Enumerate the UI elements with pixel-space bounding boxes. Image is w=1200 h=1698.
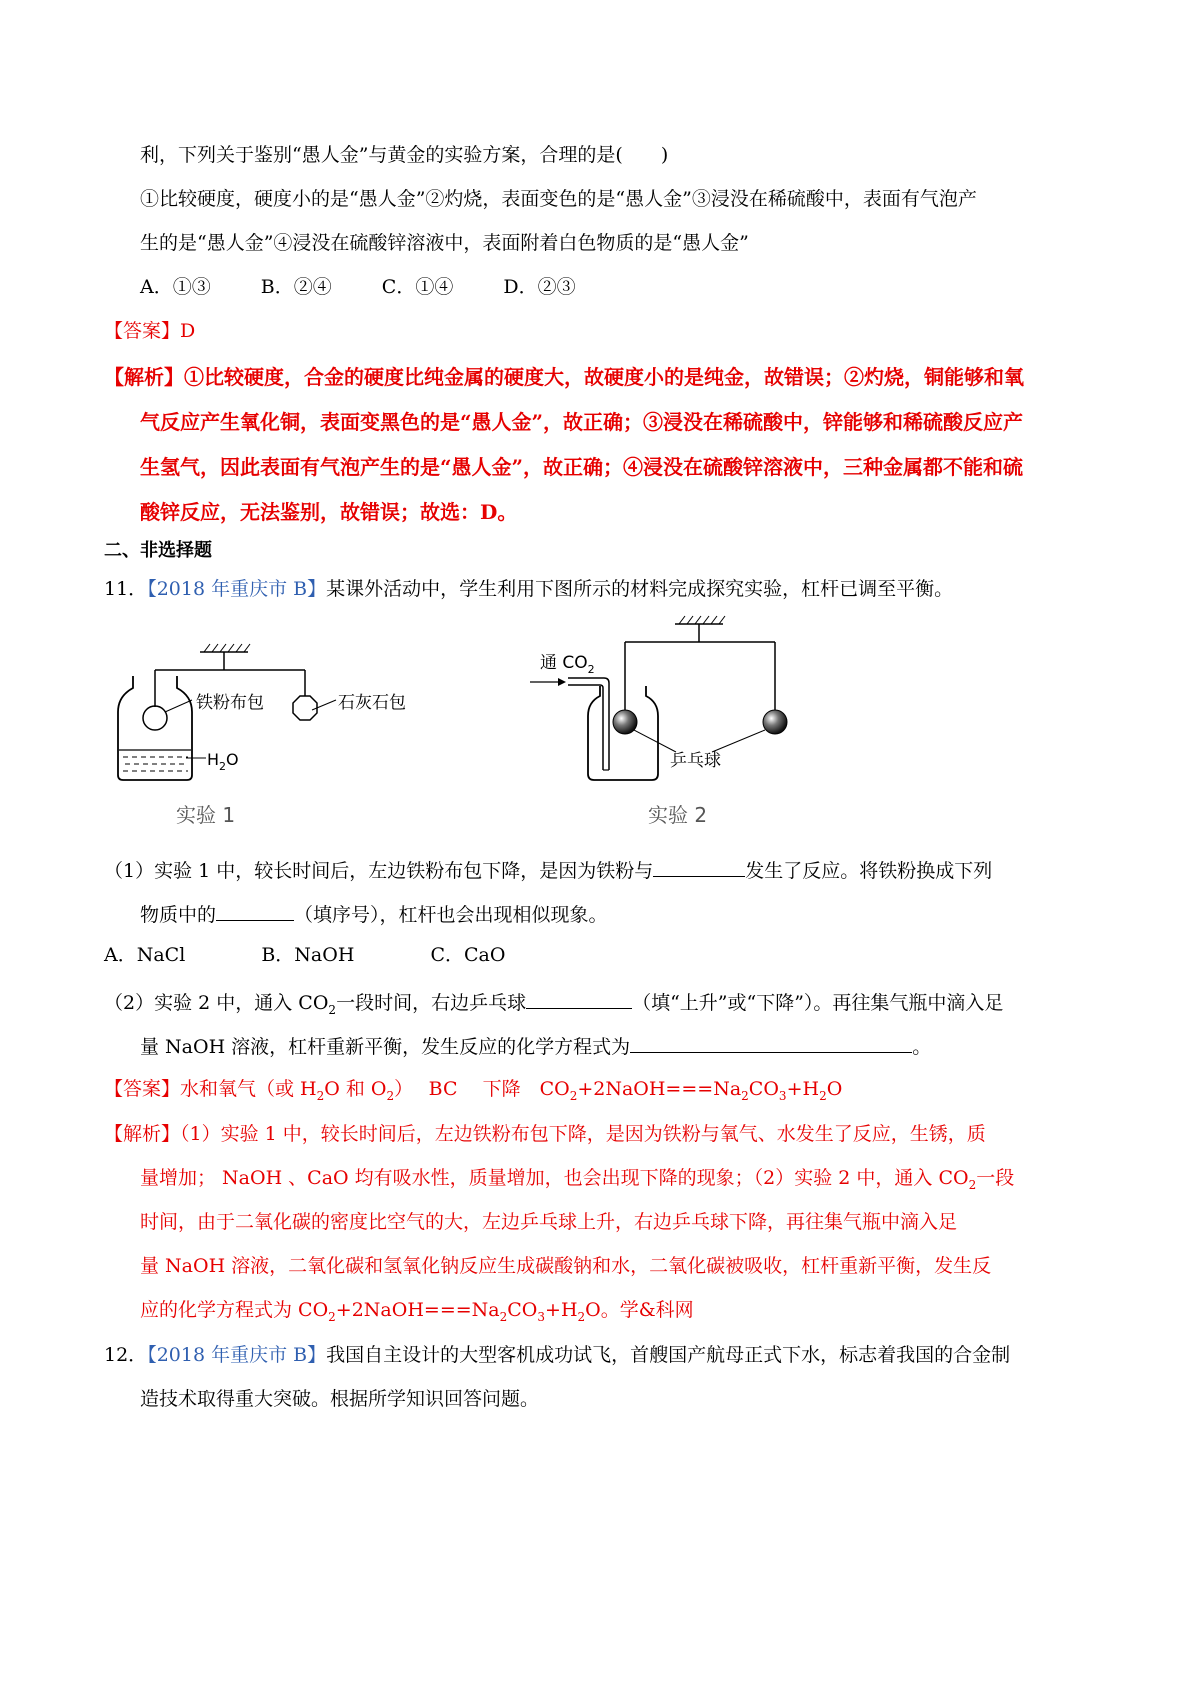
experiment-1-caption: 实验 1 — [176, 803, 236, 827]
q11-part2-line-2 — [140, 1032, 931, 1060]
subscript: 2 — [328, 1002, 337, 1017]
question-number: 11． — [104, 578, 148, 600]
option-c: C．①④ — [381, 276, 454, 298]
part1-text-d: （填序号），杠杆也会出现相似现象。 — [294, 904, 608, 926]
q11-analysis-line-4: 量 NaOH 溶液，二氧化碳和氢氧化钠反应生成碳酸钠和水，二氧化碳被吸收，杠杆重新平衡，发生反 — [140, 1255, 992, 1277]
part1-text-a: （1）实验 1 中，较长时间后，左边铁粉布包下降，是因为铁粉与 — [104, 860, 654, 882]
experiment-2-caption: 实验 2 — [648, 803, 708, 827]
option-b: B．②④ — [260, 276, 332, 298]
q10-analysis-line-2: 气反应产生氧化铜，表面变黑色的是“愚人金”，故正确；③浸没在稀硫酸中，锌能够和稀硫酸反应产 — [140, 410, 1024, 434]
part2-text-e: 。 — [912, 1036, 932, 1058]
question-source: 【2018 年重庆市 B】 — [147, 1344, 327, 1366]
q11-analysis-line-2: 量增加； NaOH 、CaO 均有吸水性，质量增加，也会出现下降的现象；（2）实验 2 中，通入 $CO_2$一段 — [140, 1167, 1015, 1192]
q10-answer — [104, 318, 195, 344]
q10-analysis-line-3: 生氢气，因此表面有气泡产生的是“愚人金”，故正确；④浸没在硫酸锌溶液中，三种金属都不能和硫 — [140, 455, 1024, 479]
answer-blank — [653, 856, 745, 877]
answer-blank — [216, 900, 294, 921]
q12-line-2: 造技术取得重大突破。根据所学知识回答问题。 — [140, 1388, 540, 1410]
part1-text-c: 物质中的 — [140, 904, 217, 926]
q11-part2-line-1 — [104, 988, 1003, 1016]
option-c: C．CaO — [430, 944, 506, 966]
q10-analysis-line-1 — [104, 364, 1024, 390]
experiment-diagram — [100, 610, 820, 840]
question-source: 【2018 年重庆市 B】 — [147, 578, 327, 600]
q11-analysis-line-3: 时间，由于二氧化碳的密度比空气的大，左边乒乓球上升，右边乒乓球下降，再往集气瓶中滴入足 — [140, 1211, 958, 1233]
ping-pong-label: 乒乓球 — [670, 751, 721, 771]
question-text: 某课外活动中，学生利用下图所示的材料完成探究实验，杠杆已调至平衡。 — [326, 578, 954, 600]
analysis-label: 【解析】 — [104, 365, 184, 389]
question-number: 12． — [104, 1344, 148, 1366]
section-heading: 二、非选择题 — [104, 540, 212, 561]
q11-analysis-line-5: 应的化学方程式为 $CO_2+2NaOH===Na_2CO_3+H_2O$。学&科网 — [140, 1299, 694, 1324]
q10-statement-line-2: 生的是“愚人金”④浸没在硫酸锌溶液中，表面附着白色物质的是“愚人金” — [140, 232, 749, 254]
answer-label: 【答案】 — [104, 1078, 181, 1100]
part2-text-c: （填“上升”或“下降”）。再往集气瓶中滴入足 — [632, 992, 1004, 1014]
q10-analysis-line-4: 酸锌反应，无法鉴别，故错误；故选：D。 — [140, 500, 518, 524]
q10-continuation: 利，下列关于鉴别“愚人金”与黄金的实验方案，合理的是( ) — [140, 144, 669, 166]
experiment-2-diagram — [530, 616, 787, 780]
experiment-figure — [100, 610, 820, 840]
answer-label: 【答案】 — [104, 320, 181, 342]
analysis-label: 【解析】 — [104, 1123, 181, 1145]
limestone-bag-label: 石灰石包 — [338, 693, 406, 713]
analysis-text: ①比较硬度，合金的硬度比纯金属的硬度大，故硬度小的是纯金，故错误；②灼烧，铜能够和氧 — [184, 365, 1024, 389]
question-text: 我国自主设计的大型客机成功试飞，首艘国产航母正式下水，标志着我国的合金制 — [326, 1344, 1011, 1366]
answer-text: 水和氧气（或 H — [180, 1078, 317, 1100]
q12-stem — [104, 1342, 1010, 1368]
q11-part1-line-1 — [104, 856, 992, 884]
water-label: $H_2O$ — [207, 750, 239, 773]
answer-blank — [630, 1032, 912, 1053]
q11-part1-line-2 — [140, 900, 608, 928]
answer-blank — [526, 988, 632, 1009]
q10-options — [140, 274, 576, 300]
q11-options — [104, 942, 505, 968]
option-b: B．NaOH — [261, 944, 355, 966]
iron-bag-label: 铁粉布包 — [196, 693, 264, 713]
part1-text-b: 发生了反应。将铁粉换成下列 — [745, 860, 993, 882]
answer-value: D — [180, 320, 196, 342]
option-a: A．NaCl — [104, 944, 186, 966]
part2-text-d: 量 NaOH 溶液，杠杆重新平衡，发生反应的化学方程式为 — [140, 1036, 631, 1058]
co2-inlet-label: 通 $CO_2$ — [540, 653, 595, 676]
analysis-text: （1）实验 1 中，较长时间后，左边铁粉布包下降，是因为铁粉与氧气、水发生了反应，生锈，质 — [180, 1123, 986, 1145]
option-d: D．②③ — [503, 276, 576, 298]
part2-text-a: （2）实验 2 中，通入 CO — [104, 992, 329, 1014]
q11-stem — [104, 576, 953, 602]
q11-analysis-line-1 — [104, 1121, 986, 1147]
part2-text-b: 一段时间，右边乒乓球 — [336, 992, 527, 1014]
q11-answer: 【答案】水和氧气（或 $H_2O$ 和 $O_2$） BC 下降 $CO_2+2NaOH===Na_2CO_3+H_2O$ — [104, 1078, 843, 1103]
option-a: A．①③ — [140, 276, 211, 298]
q10-statement-line-1: ①比较硬度，硬度小的是“愚人金”②灼烧，表面变色的是“愚人金”③浸没在稀硫酸中，表面有气泡产 — [140, 188, 977, 210]
